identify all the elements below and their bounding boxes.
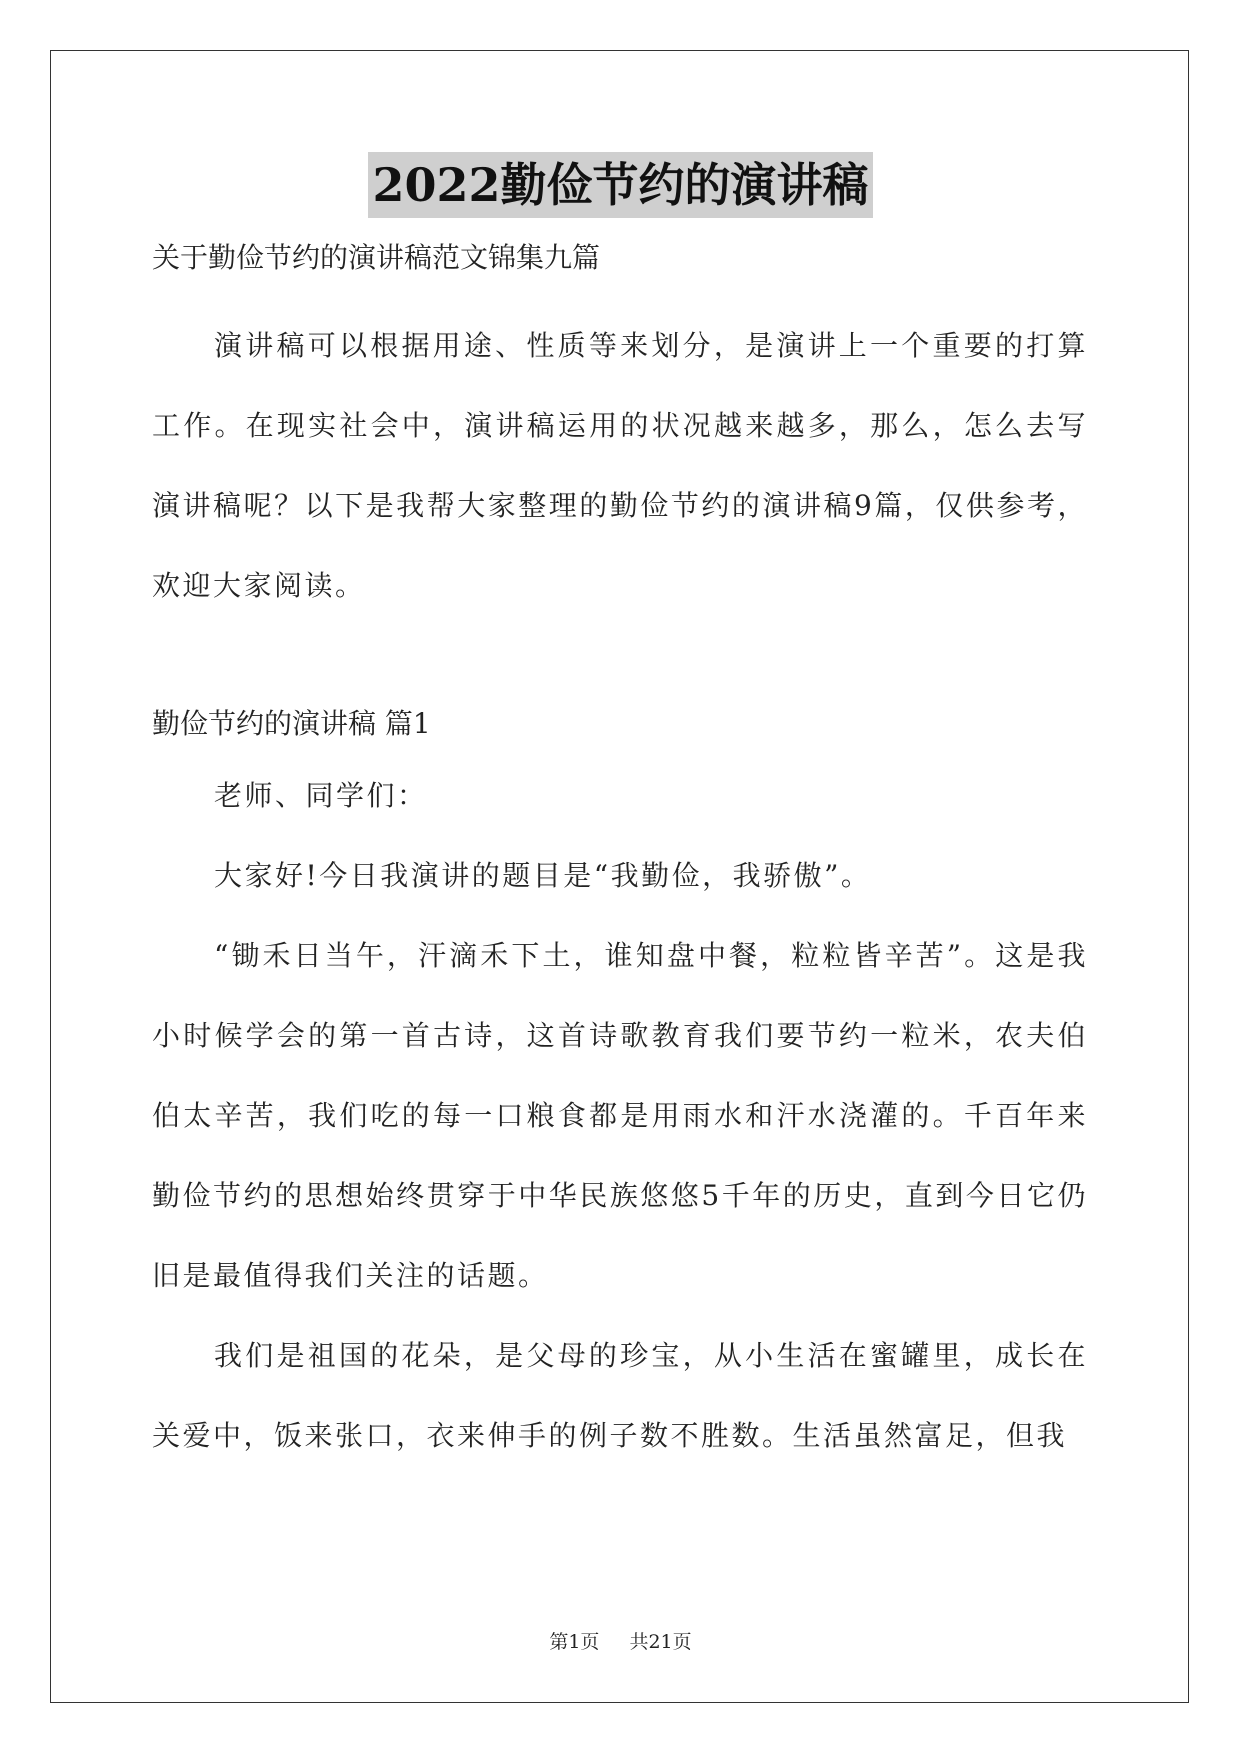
document-subtitle: 关于勤俭节约的演讲稿范文锦集九篇 (152, 241, 601, 274)
paragraph-greeting: 老师、同学们： (214, 779, 428, 812)
section-heading: 勤俭节约的演讲稿 篇1 (152, 707, 431, 740)
paragraph-flowers: 我们是祖国的花朵，是父母的珍宝，从小生活在蜜罐里，成长在关爱中，饭来张口，衣来伸手的例子数不胜数。生活虽然富足，但我 (152, 1339, 1088, 1452)
document-title: 2022勤俭节约的演讲稿 (368, 152, 872, 218)
page-number: 第1页 (549, 1631, 600, 1653)
title-container (0, 152, 1241, 218)
page-total: 共21页 (629, 1631, 692, 1653)
page-footer (0, 1627, 1241, 1654)
document-body (152, 238, 1088, 1476)
paragraph-topic: 大家好!今日我演讲的题目是“我勤俭，我骄傲”。 (214, 859, 872, 892)
intro-paragraph: 演讲稿可以根据用途、性质等来划分，是演讲上一个重要的打算工作。在现实社会中，演讲稿运用的状况越来越多，那么，怎么去写演讲稿呢？以下是我帮大家整理的勤俭节约的演讲稿9篇，仅供参考，欢迎大家阅读。 (152, 329, 1088, 602)
paragraph-poem: “锄禾日当午，汗滴禾下土，谁知盘中餐，粒粒皆辛苦”。这是我小时候学会的第一首古诗，这首诗歌教育我们要节约一粒米，农夫伯伯太辛苦，我们吃的每一口粮食都是用雨水和汗水浇灌的。千百年来勤俭节约的思想始终贯穿于中华民族悠悠5千年的历史，直到今日它仍旧是最值得我们关注的话题。 (152, 939, 1088, 1292)
